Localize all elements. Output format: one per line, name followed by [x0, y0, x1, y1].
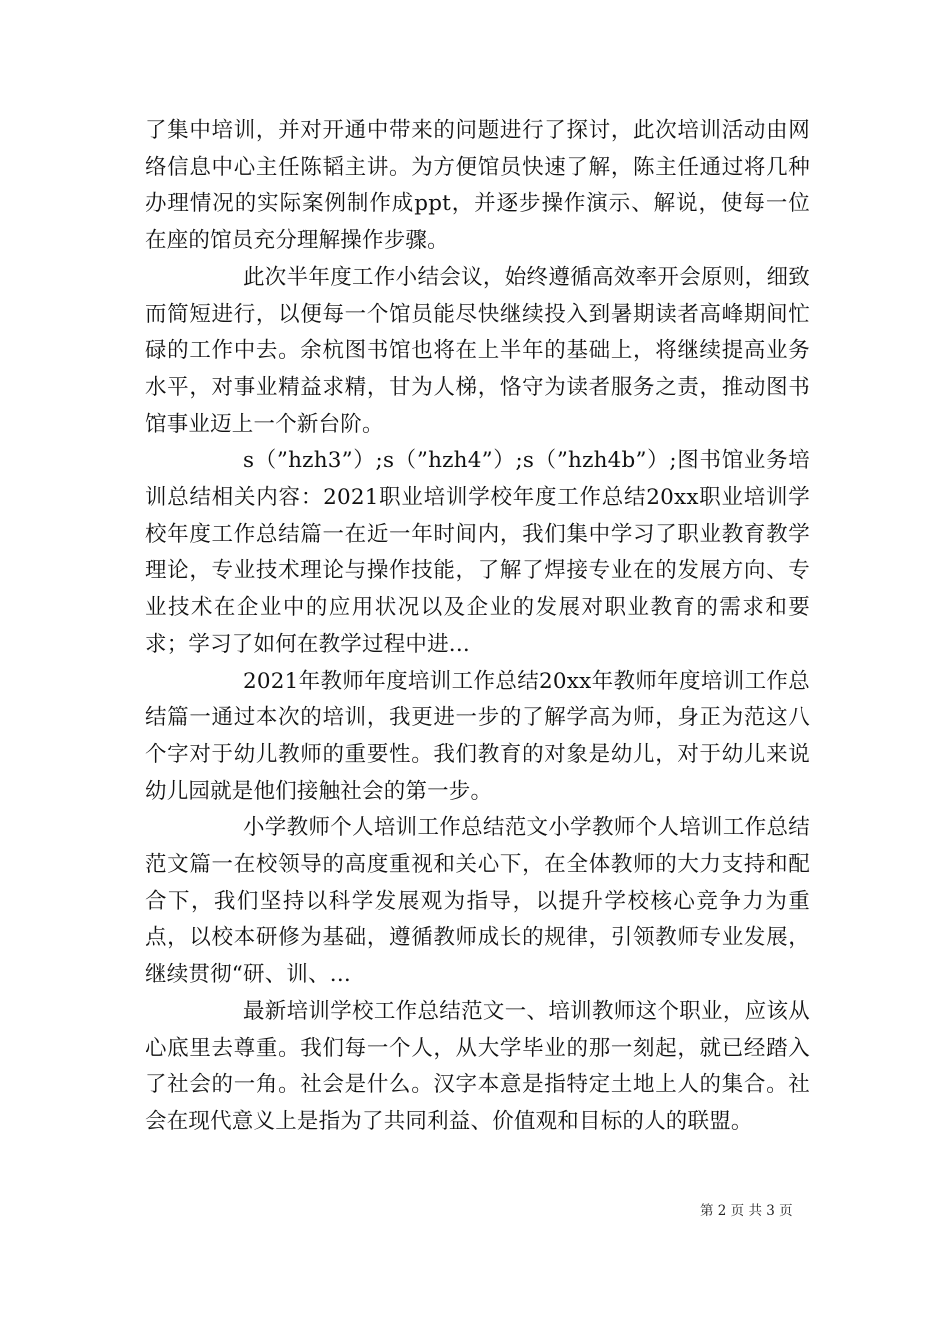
paragraph-6: 最新培训学校工作总结范文一、培训教师这个职业，应该从心底里去尊重。我们每一个人，从大学毕业的那一刻起，就已经踏入了社会的一角。社会是什么。汉字本意是指特定土地上人的集合。社会在现代意义上是指为了共同利益、价值观和目标的人的联盟。 — [145, 998, 810, 1134]
paragraph-3: s（”hzh3”）;s（”hzh4”）;s（”hzh4b”）;图书馆业务培训总结相关内容：2021职业培训学校年度工作总结20xx职业培训学校年度工作总结篇一在近一年时间内，我们集中学习了职业教育教学理论，专业技术理论与操作技能，了解了焊接专业在的发展方向、专业技术在企业中的应用状况以及企业的发展对职业教育的需求和要求；学习了如何在教学过程中进... — [145, 448, 810, 657]
body-text — [145, 113, 810, 1141]
paragraph-4: 2021年教师年度培训工作总结20xx年教师年度培训工作总结篇一通过本次的培训，我更进一步的了解学高为师，身正为范这八个字对于幼儿教师的重要性。我们教育的对象是幼儿，对于幼儿来说幼儿园就是他们接触社会的第一步。 — [145, 668, 810, 804]
paragraph-2: 此次半年度工作小结会议，始终遵循高效率开会原则，细致而简短进行，以便每一个馆员能尽快继续投入到暑期读者高峰期间忙碌的工作中去。余杭图书馆也将在上半年的基础上，将继续提高业务水平，对事业精益求精，甘为人梯，恪守为读者服务之责，推动图书馆事业迈上一个新台阶。 — [145, 264, 810, 437]
paragraph-5: 小学教师个人培训工作总结范文小学教师个人培训工作总结范文篇一在校领导的高度重视和关心下，在全体教师的大力支持和配合下，我们坚持以科学发展观为指导，以提升学校核心竞争力为重点，以校本研修为基础，遵循教师成长的规律，引领教师专业发展，继续贯彻“研、训、... — [145, 815, 810, 988]
paragraph-1: 了集中培训，并对开通中带来的问题进行了探讨，此次培训活动由网络信息中心主任陈韬主讲。为方便馆员快速了解，陈主任通过将几种办理情况的实际案例制作成ppt，并逐步操作演示、解说，使每一位在座的馆员充分理解操作步骤。 — [145, 118, 810, 254]
page-number-footer: 第 2 页 共 3 页 — [700, 1203, 793, 1219]
